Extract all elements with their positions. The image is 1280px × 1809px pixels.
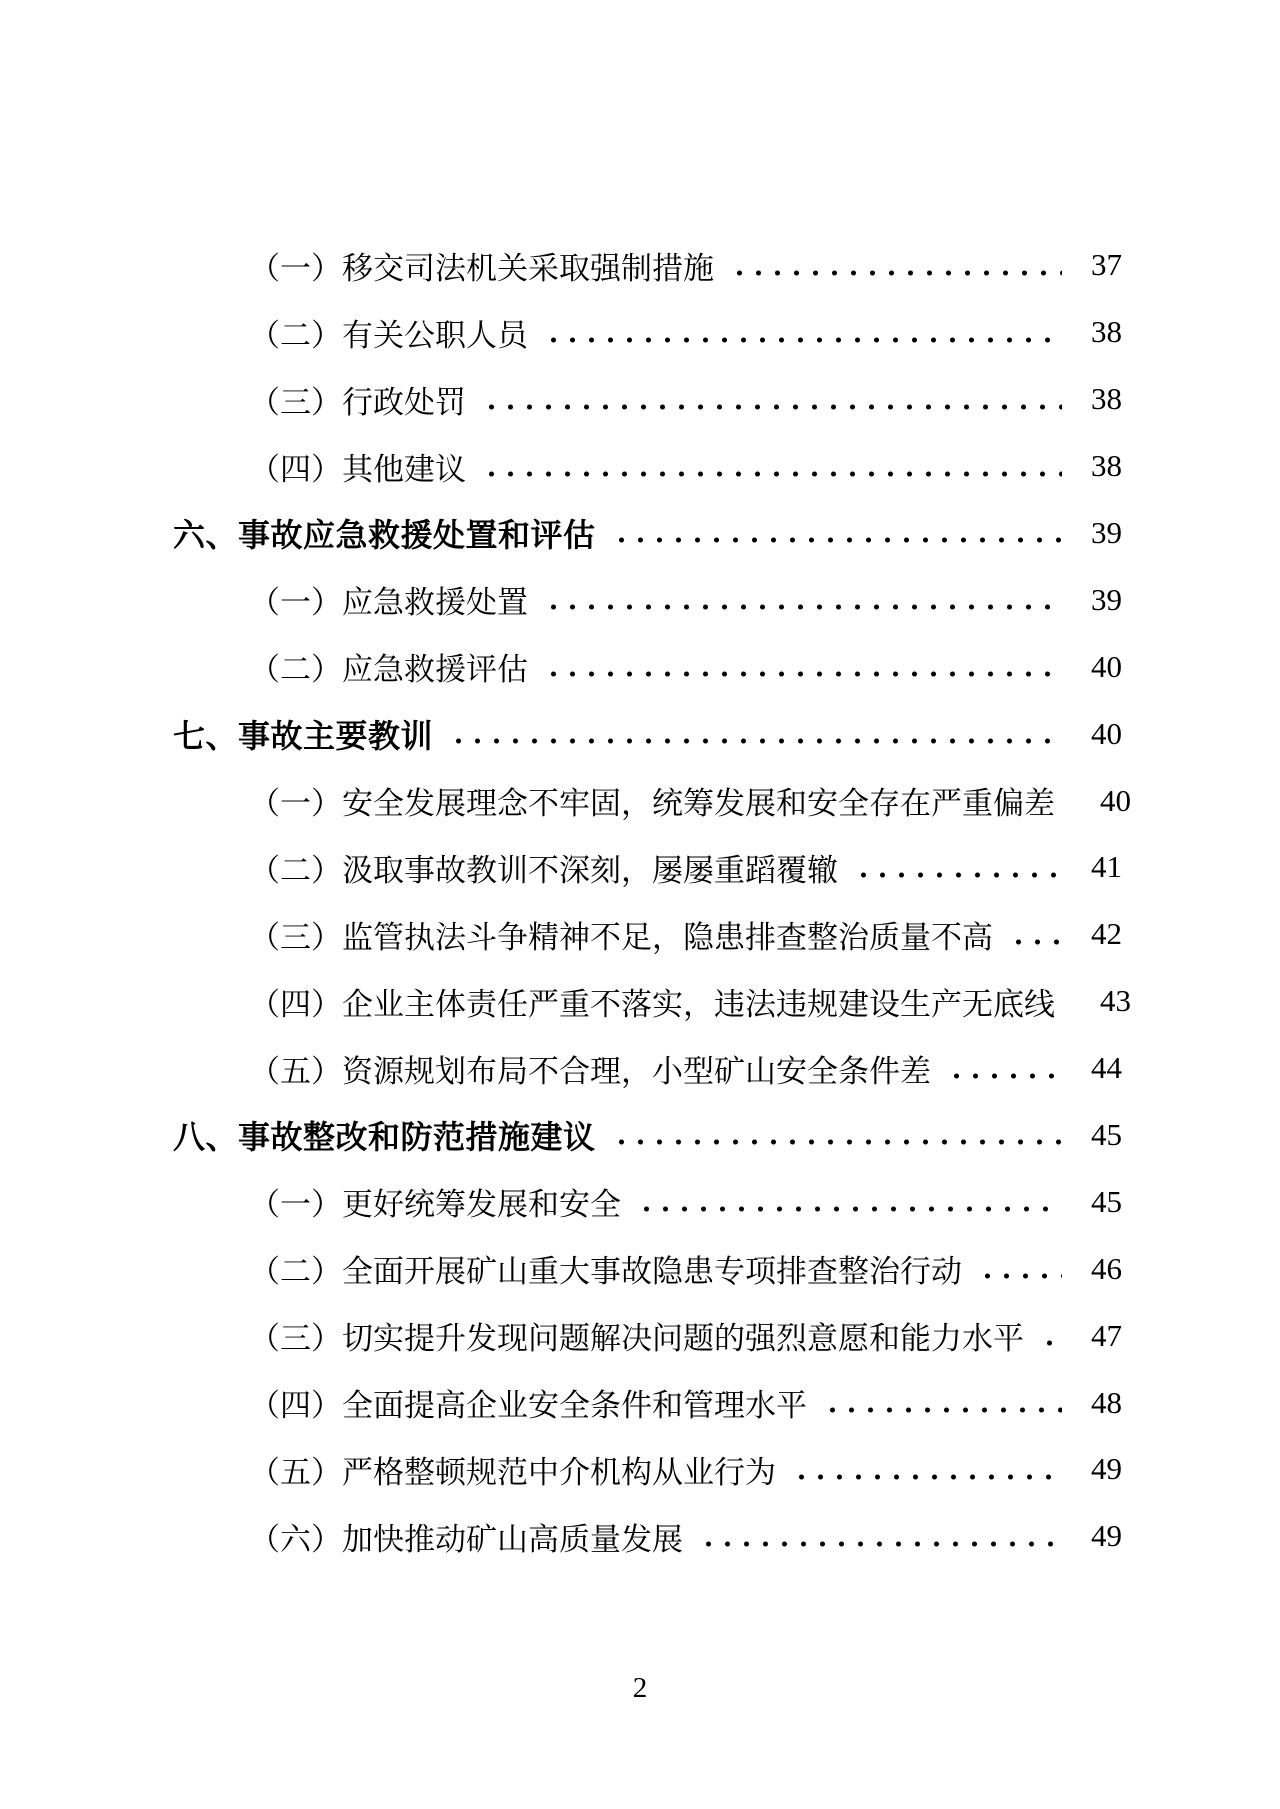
toc-entry-title: （四）全面提高企业安全条件和管理水平 [249,1388,807,1424]
toc-entry-page-number: 37 [1091,247,1122,283]
toc-entry-page-number: 49 [1091,1518,1122,1554]
dot-leader [476,433,1062,500]
toc-entry-title: （五）资源规划布局不合理，小型矿山安全条件差 [249,1053,931,1089]
dot-leader [693,1503,1062,1570]
toc-entry-page-number: 47 [1091,1317,1122,1353]
toc-entry-page-number: 38 [1091,314,1122,350]
toc-entry-page-number: 46 [1091,1250,1122,1286]
toc-entry [173,901,1122,968]
toc-entry-page-number: 42 [1091,916,1122,952]
toc-entry-title: （五）严格整顿规范中介机构从业行为 [249,1454,776,1490]
dot-leader [724,232,1062,299]
toc-entry-page-number: 39 [1091,515,1122,550]
toc-entry [173,1503,1122,1570]
toc-entry-page-number: 38 [1091,448,1122,484]
toc-entry-title: （二）汲取事故教训不深刻，屡屡重蹈覆辙 [249,852,838,888]
toc-entry-title: （三）行政处罚 [249,384,466,420]
table-of-contents [173,232,1131,1570]
toc-entry-title: （四）其他建议 [249,451,466,487]
dot-leader [1065,968,1071,1035]
toc-entry [173,1369,1122,1436]
dot-leader [631,1168,1062,1235]
toc-entry [173,1168,1122,1235]
toc-entry-title: （六）加快推动矿山高质量发展 [249,1521,683,1557]
toc-entry [173,299,1122,366]
toc-entry-title: 七、事故主要教训 [173,717,434,754]
toc-entry [173,633,1122,700]
toc-entry-page-number: 38 [1091,381,1122,417]
dot-leader [606,1102,1062,1169]
dot-leader [476,366,1062,433]
toc-entry [173,767,1131,834]
toc-entry-title: （三）监管执法斗争精神不足，隐患排查整治质量不高 [249,919,993,955]
toc-entry-page-number: 43 [1100,983,1131,1019]
toc-entry-page-number: 48 [1091,1384,1122,1420]
toc-entry [173,1035,1122,1102]
dot-leader [443,700,1062,767]
toc-entry-page-number: 45 [1091,1183,1122,1219]
toc-entry [173,1302,1122,1369]
toc-entry-page-number: 39 [1091,581,1122,617]
toc-entry-title: （四）企业主体责任严重不落实，违法违规建设生产无底线 [249,986,1055,1022]
toc-entry [173,433,1122,500]
toc-entry [173,566,1122,633]
toc-entry [173,1102,1122,1169]
toc-entry-page-number: 44 [1091,1050,1122,1086]
toc-entry-title: （一）应急救援处置 [249,585,528,621]
toc-entry [173,1436,1122,1503]
toc-entry [173,366,1122,433]
dot-leader [786,1436,1062,1503]
dot-leader [941,1035,1062,1102]
toc-entry-title: （三）切实提升发现问题解决问题的强烈意愿和能力水平 [249,1321,1024,1357]
toc-entry-title: （一）安全发展理念不牢固，统筹发展和安全存在严重偏差 [249,786,1055,822]
dot-leader [606,500,1062,567]
toc-entry-title: （一）更好统筹发展和安全 [249,1187,621,1223]
toc-entry [173,968,1131,1035]
dot-leader [972,1235,1062,1302]
toc-entry-page-number: 40 [1091,715,1122,751]
dot-leader [1034,1302,1062,1369]
toc-entry [173,700,1122,767]
toc-entry [173,1235,1122,1302]
toc-entry-title: 六、事故应急救援处置和评估 [173,517,596,553]
dot-leader [1065,767,1071,834]
toc-entry-page-number: 40 [1091,648,1122,684]
toc-entry [173,232,1122,299]
footer-page-number: 2 [632,1672,648,1704]
dot-leader [817,1369,1062,1436]
dot-leader [538,566,1062,633]
toc-entry [173,834,1122,901]
toc-entry-page-number: 49 [1091,1451,1122,1487]
dot-leader [848,834,1062,901]
toc-entry-page-number: 45 [1091,1117,1122,1153]
toc-entry-title: （一）移交司法机关采取强制措施 [249,250,714,286]
toc-entry-title: （二）有关公职人员 [249,317,528,353]
dot-leader [538,633,1062,700]
toc-entry-page-number: 41 [1091,849,1122,885]
toc-entry [173,500,1122,567]
toc-entry-title: （二）应急救援评估 [249,652,528,688]
toc-entry-title: （二）全面开展矿山重大事故隐患专项排查整治行动 [249,1254,962,1290]
toc-entry-page-number: 40 [1100,782,1131,818]
dot-leader [538,299,1062,366]
dot-leader [1003,901,1062,968]
toc-entry-title: 八、事故整改和防范措施建议 [173,1119,596,1156]
